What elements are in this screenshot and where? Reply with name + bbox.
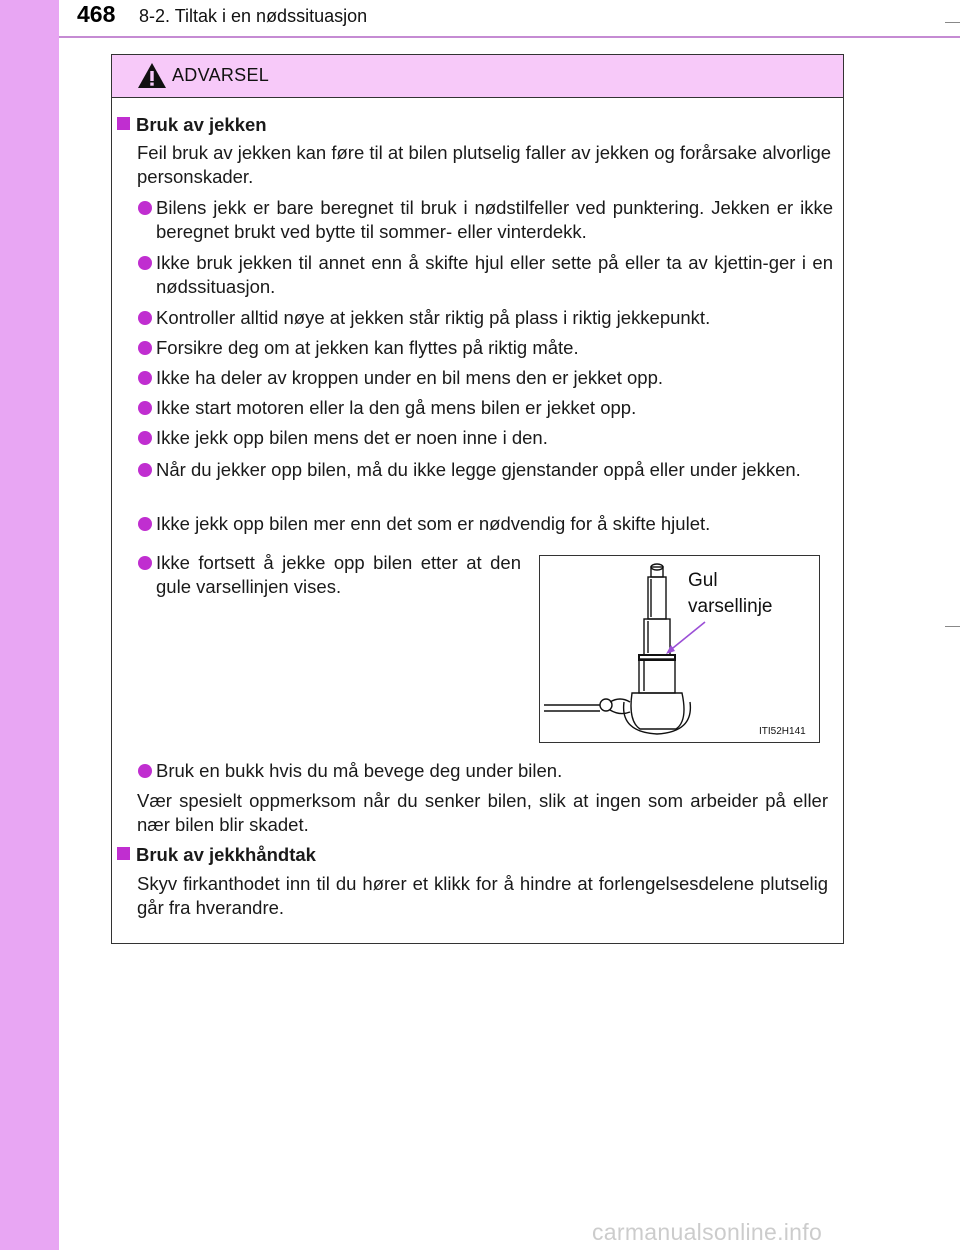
header-divider bbox=[59, 36, 960, 38]
jack-figure bbox=[539, 555, 820, 743]
bullet-dot-icon bbox=[138, 196, 152, 220]
warning-title: ADVARSEL bbox=[172, 65, 270, 85]
bullet-dot-icon bbox=[138, 336, 152, 360]
figure-code: ITI52H141 bbox=[759, 726, 806, 737]
warning-box bbox=[111, 54, 844, 944]
bullet-dot-icon bbox=[138, 251, 152, 275]
bullet-dot-icon bbox=[138, 512, 152, 536]
list-item: Bilens jekk er bare beregnet til bruk i nødstilfeller ved punktering. Jekken er ikke beregnet brukt ved bytte til sommer- eller vinterdekk. bbox=[156, 197, 833, 242]
list-item: Ikke jekk opp bilen mer enn det som er nødvendig for å skifte hjulet. bbox=[156, 513, 711, 534]
watermark: carmanualsonline.info bbox=[592, 1219, 823, 1245]
list-item: Ikke ha deler av kroppen under en bil mens den er jekket opp. bbox=[156, 367, 664, 388]
crop-mark bbox=[945, 22, 960, 23]
section-intro: Feil bruk av jekken kan føre til at bilen plutselig faller av jekken og forårsake alvorlige personskader. bbox=[137, 142, 832, 187]
square-bullet-icon bbox=[117, 847, 130, 860]
list-item: Forsikre deg om at jekken kan flyttes på riktig måte. bbox=[156, 337, 579, 358]
bullet-dot-icon bbox=[138, 458, 152, 482]
section-text: Skyv firkanthodet inn til du hører et klikk for å hindre at forlengelsesdelene plutselig går fra hverandre. bbox=[137, 873, 828, 918]
jack-illustration bbox=[540, 556, 819, 742]
warning-triangle-icon bbox=[137, 62, 167, 89]
list-item: Ikke start motoren eller la den gå mens bilen er jekket opp. bbox=[156, 397, 637, 418]
list-item: Ikke jekk opp bilen mens det er noen inne i den. bbox=[156, 427, 548, 448]
bullet-dot-icon bbox=[138, 551, 152, 575]
section-heading: Bruk av jekken bbox=[117, 113, 267, 137]
warning-header bbox=[112, 55, 843, 98]
bullet-dot-icon bbox=[138, 426, 152, 450]
list-item: Ikke bruk jekken til annet enn å skifte hjul eller sette på eller ta av kjettin-ger i en nødssituasjon. bbox=[156, 252, 833, 297]
list-item: Kontroller alltid nøye at jekken står riktig på plass i riktig jekkepunkt. bbox=[156, 307, 711, 328]
bullet-dot-icon bbox=[138, 396, 152, 420]
bullet-dot-icon bbox=[138, 366, 152, 390]
list-item: Ikke fortsett å jekke opp bilen etter at den gule varsellinjen vises. bbox=[156, 552, 521, 597]
page-number: 468 bbox=[77, 1, 116, 27]
list-item: Bruk en bukk hvis du må bevege deg under bilen. bbox=[156, 760, 563, 781]
square-bullet-icon bbox=[117, 117, 130, 130]
section-title: 8-2. Tiltak i en nødssituasjon bbox=[139, 6, 368, 26]
bullet-dot-icon bbox=[138, 306, 152, 330]
list-item: Når du jekker opp bilen, må du ikke legge gjenstander oppå eller under jekken. bbox=[156, 459, 801, 480]
crop-mark bbox=[945, 626, 960, 627]
bullet-dot-icon bbox=[138, 759, 152, 783]
figure-callout-label: Gul varsellinje bbox=[688, 570, 773, 617]
side-color-band bbox=[0, 0, 59, 1250]
section-note: Vær spesielt oppmerksom når du senker bilen, slik at ingen som arbeider på eller nær bilen blir skadet. bbox=[137, 790, 828, 835]
section-heading: Bruk av jekkhåndtak bbox=[117, 843, 316, 867]
